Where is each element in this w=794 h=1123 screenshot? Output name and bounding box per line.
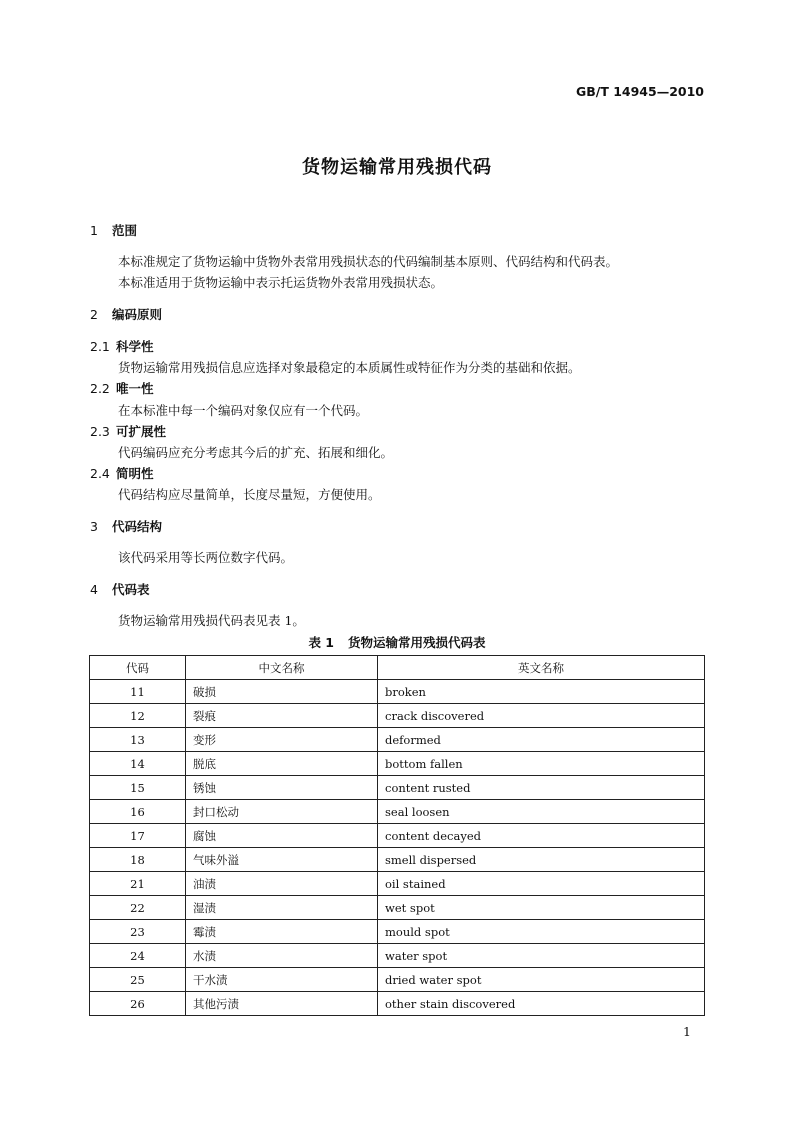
section-title: 编码原则 xyxy=(112,307,163,322)
table-row xyxy=(90,896,705,920)
column-header-english-name: 英文名称 xyxy=(378,656,705,680)
subsection-number: 2.2 xyxy=(90,381,110,396)
cell-english-name: content rusted xyxy=(378,776,705,800)
cell-english-name: oil stained xyxy=(378,872,705,896)
cell-chinese-name: 干水渍 xyxy=(186,968,378,992)
table-body xyxy=(90,680,705,1016)
subsection-title: 科学性 xyxy=(116,339,154,354)
table-row xyxy=(90,944,705,968)
page-number: 1 xyxy=(683,1024,691,1039)
cell-code: 11 xyxy=(90,680,186,704)
cell-chinese-name: 湿渍 xyxy=(186,896,378,920)
cell-chinese-name: 腐蚀 xyxy=(186,824,378,848)
paragraph: 代码编码应充分考虑其今后的扩充、拓展和细化。 xyxy=(118,445,394,460)
cell-chinese-name: 破损 xyxy=(186,680,378,704)
cell-chinese-name: 水渍 xyxy=(186,944,378,968)
table-row xyxy=(90,920,705,944)
section-number: 4 xyxy=(90,582,98,597)
subsection-number: 2.4 xyxy=(90,466,110,481)
cell-code: 25 xyxy=(90,968,186,992)
cell-code: 23 xyxy=(90,920,186,944)
cell-chinese-name: 脱底 xyxy=(186,752,378,776)
cell-chinese-name: 裂痕 xyxy=(186,704,378,728)
cell-code: 18 xyxy=(90,848,186,872)
table-row xyxy=(90,824,705,848)
cell-chinese-name: 油渍 xyxy=(186,872,378,896)
section-heading-coding-principles xyxy=(90,305,162,323)
subsection-title: 简明性 xyxy=(116,466,154,481)
paragraph: 本标准规定了货物运输中货物外表常用残损状态的代码编制基本原则、代码结构和代码表。 xyxy=(118,254,619,269)
table-row xyxy=(90,752,705,776)
cell-english-name: crack discovered xyxy=(378,704,705,728)
paragraph: 代码结构应尽量简单，长度尽量短，方便使用。 xyxy=(118,487,381,502)
table-row xyxy=(90,848,705,872)
paragraph: 本标准适用于货物运输中表示托运货物外表常用残损状态。 xyxy=(118,275,444,290)
cell-chinese-name: 霉渍 xyxy=(186,920,378,944)
table-row xyxy=(90,800,705,824)
section-heading-code-structure xyxy=(90,517,162,535)
table-row xyxy=(90,992,705,1016)
section-number: 1 xyxy=(90,223,98,238)
cell-english-name: wet spot xyxy=(378,896,705,920)
document-title: 货物运输常用残损代码 xyxy=(302,157,492,178)
paragraph: 货物运输常用残损信息应选择对象最稳定的本质属性或特征作为分类的基础和依据。 xyxy=(118,360,581,375)
section-number: 2 xyxy=(90,307,98,322)
standard-number: GB/T 14945—2010 xyxy=(575,84,704,99)
table-caption xyxy=(0,633,794,651)
paragraph: 在本标准中每一个编码对象仅应有一个代码。 xyxy=(118,403,369,418)
subsection-title: 可扩展性 xyxy=(116,424,167,439)
cell-english-name: deformed xyxy=(378,728,705,752)
section-heading-code-table xyxy=(90,580,150,598)
cell-code: 26 xyxy=(90,992,186,1016)
cell-chinese-name: 其他污渍 xyxy=(186,992,378,1016)
cell-code: 14 xyxy=(90,752,186,776)
cell-chinese-name: 气味外溢 xyxy=(186,848,378,872)
cell-code: 21 xyxy=(90,872,186,896)
cell-chinese-name: 封口松动 xyxy=(186,800,378,824)
table-row xyxy=(90,872,705,896)
cell-english-name: seal loosen xyxy=(378,800,705,824)
subsection-number: 2.1 xyxy=(90,339,110,354)
cell-english-name: other stain discovered xyxy=(378,992,705,1016)
cell-code: 12 xyxy=(90,704,186,728)
table-row xyxy=(90,728,705,752)
table-row xyxy=(90,704,705,728)
column-header-chinese-name: 中文名称 xyxy=(186,656,378,680)
section-title: 范围 xyxy=(112,223,138,238)
cell-chinese-name: 锈蚀 xyxy=(186,776,378,800)
table-caption-label: 表 1 xyxy=(308,635,335,650)
section-title: 代码结构 xyxy=(112,519,163,534)
paragraph: 该代码采用等长两位数字代码。 xyxy=(118,550,294,565)
cell-english-name: water spot xyxy=(378,944,705,968)
subsection-heading-scientific xyxy=(90,337,154,355)
cell-english-name: broken xyxy=(378,680,705,704)
paragraph: 货物运输常用残损代码表见表 1。 xyxy=(118,613,305,628)
cell-code: 24 xyxy=(90,944,186,968)
cell-code: 16 xyxy=(90,800,186,824)
cell-chinese-name: 变形 xyxy=(186,728,378,752)
table-row xyxy=(90,776,705,800)
subsection-number: 2.3 xyxy=(90,424,110,439)
subsection-heading-extensibility xyxy=(90,422,166,440)
subsection-title: 唯一性 xyxy=(116,381,154,396)
table-row xyxy=(90,680,705,704)
cell-english-name: smell dispersed xyxy=(378,848,705,872)
section-heading-scope xyxy=(90,221,137,239)
cell-english-name: dried water spot xyxy=(378,968,705,992)
table-row xyxy=(90,968,705,992)
subsection-heading-simplicity xyxy=(90,464,154,482)
section-title: 代码表 xyxy=(112,582,150,597)
subsection-heading-uniqueness xyxy=(90,379,154,397)
section-number: 3 xyxy=(90,519,98,534)
cell-english-name: mould spot xyxy=(378,920,705,944)
cell-code: 15 xyxy=(90,776,186,800)
cell-code: 17 xyxy=(90,824,186,848)
cell-english-name: bottom fallen xyxy=(378,752,705,776)
damage-code-table xyxy=(89,655,705,1016)
cell-english-name: content decayed xyxy=(378,824,705,848)
cell-code: 22 xyxy=(90,896,186,920)
cell-code: 13 xyxy=(90,728,186,752)
table-header-row xyxy=(90,656,705,680)
table-caption-title: 货物运输常用残损代码表 xyxy=(348,635,486,650)
column-header-code: 代码 xyxy=(90,656,186,680)
